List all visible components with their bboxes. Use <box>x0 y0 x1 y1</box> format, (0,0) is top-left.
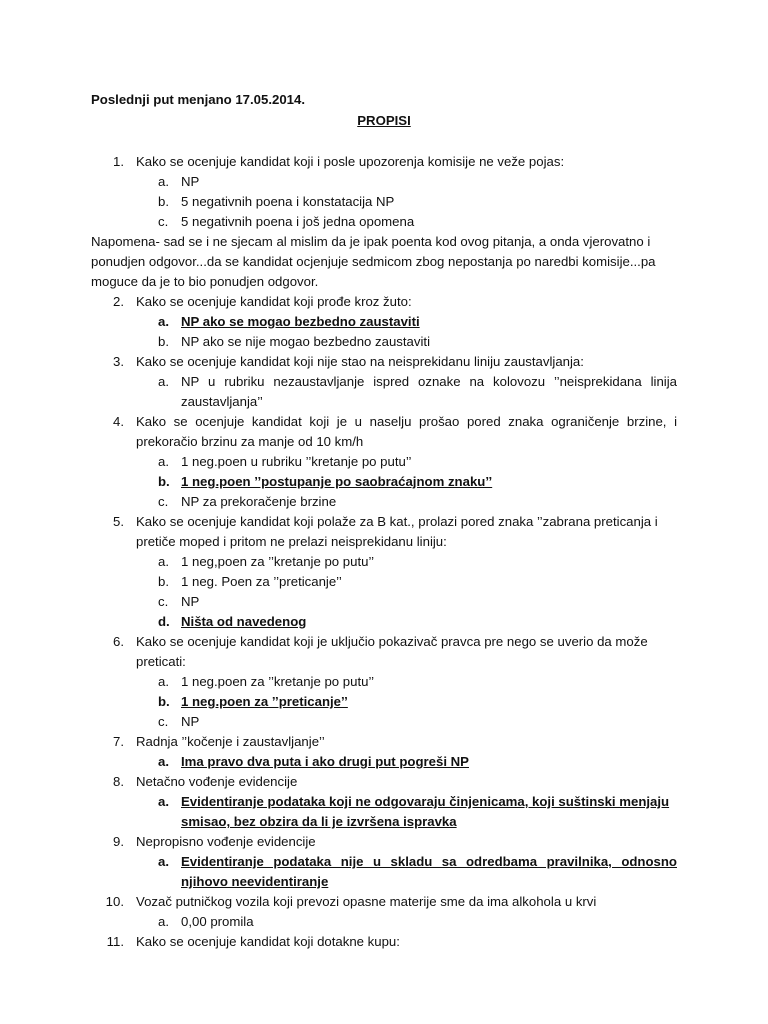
answer-letter: a. <box>158 854 169 869</box>
question-number: 8. <box>113 774 124 789</box>
answer-letter: d. <box>158 614 170 629</box>
question-item <box>91 292 677 312</box>
answer-item <box>91 372 677 412</box>
document-title: PROPISI <box>357 113 411 128</box>
answer-letter: a. <box>158 914 169 929</box>
question-text: Kako se ocenjuje kandidat koji polaže za B kat., prolazi pored znaka ’’zabrana preticanja i pretiče moped i pritom ne prelazi neisprekidanu liniju: <box>136 514 658 549</box>
question-text: Kako se ocenjuje kandidat koji je u naselju prošao pored znaka ograničenje brzine, i prekoračio brzinu za manje od 10 km/h <box>136 414 677 449</box>
question-number: 10. <box>105 894 124 909</box>
last-modified-line: Poslednji put menjano 17.05.2014. <box>91 92 306 107</box>
question-item <box>91 412 677 452</box>
question-item <box>91 892 677 912</box>
answer-text: NP <box>181 174 200 189</box>
question-item <box>91 772 677 792</box>
answer-item <box>91 572 677 592</box>
question-text: Kako se ocenjuje kandidat koji i posle upozorenja komisije ne veže pojas: <box>136 154 565 169</box>
answer-item <box>91 912 677 932</box>
answer-letter: b. <box>158 194 169 209</box>
question-number: 5. <box>113 514 124 529</box>
question-number: 7. <box>113 734 124 749</box>
answer-item <box>91 612 677 632</box>
answer-letter: c. <box>158 494 169 509</box>
question-item <box>91 932 677 952</box>
answer-item <box>91 492 677 512</box>
question-number: 1. <box>113 154 124 169</box>
question-text: Kako se ocenjuje kandidat koji nije stao na neisprekidanu liniju zaustavljanja: <box>136 354 584 369</box>
correct-answer-text: 1 neg.poen za ’’preticanje’’ <box>181 694 348 709</box>
answer-item <box>91 592 677 612</box>
answer-text: 1 neg.poen za ’’kretanje po putu’’ <box>181 674 375 689</box>
question-number: 9. <box>113 834 124 849</box>
correct-answer-text: Evidentiranje podataka koji ne odgovaraju činjenicama, koji suštinski menjaju smisao, bez obzira da li je izvršena ispravka <box>181 794 670 829</box>
answer-letter: b. <box>158 474 170 489</box>
answer-item <box>91 852 677 892</box>
question-item <box>91 352 677 372</box>
answer-item <box>91 712 677 732</box>
answer-item <box>91 332 677 352</box>
answer-letter: a. <box>158 794 169 809</box>
answer-item <box>91 792 677 832</box>
question-text: Radnja ’’kočenje i zaustavljanje’’ <box>136 734 325 749</box>
answer-text: 1 neg.poen u rubriku ’’kretanje po putu’’ <box>181 454 412 469</box>
answer-letter: a. <box>158 374 169 389</box>
answer-text: 0,00 promila <box>181 914 254 929</box>
answer-letter: a. <box>158 454 169 469</box>
answer-text: 1 neg. Poen za ’’preticanje’’ <box>181 574 342 589</box>
question-item <box>91 732 677 752</box>
question-text: Netačno vođenje evidencije <box>136 774 298 789</box>
answer-letter: b. <box>158 334 169 349</box>
question-text: Kako se ocenjuje kandidat koji je uključio pokazivač pravca pre nego se uverio da može preticati: <box>136 634 648 669</box>
correct-answer-text: Ništa od navedenog <box>181 614 307 629</box>
question-number: 11. <box>106 934 124 949</box>
answer-item <box>91 552 677 572</box>
answer-letter: c. <box>158 214 169 229</box>
question-text: Kako se ocenjuje kandidat koji dotakne kupu: <box>136 934 400 949</box>
question-number: 3. <box>113 354 124 369</box>
answer-item <box>91 192 677 212</box>
question-number: 2. <box>113 294 124 309</box>
answer-text: 1 neg,poen za ’’kretanje po putu’’ <box>181 554 375 569</box>
question-item <box>91 832 677 852</box>
answer-item <box>91 472 677 492</box>
answer-item <box>91 452 677 472</box>
question-item <box>91 512 677 552</box>
answer-item <box>91 212 677 232</box>
answer-item <box>91 752 677 772</box>
question-number: 4. <box>113 414 124 429</box>
correct-answer-text: Evidentiranje podataka nije u skladu sa odredbama pravilnika, odnosno njihovo neevidentiranje <box>181 854 677 889</box>
answer-item <box>91 172 677 192</box>
question-item <box>91 632 677 672</box>
correct-answer-text: Ima pravo dva puta i ako drugi put pogreši NP <box>181 754 469 769</box>
question-item <box>91 152 677 172</box>
answer-text: 5 negativnih poena i još jedna opomena <box>181 214 415 229</box>
question-list <box>91 152 677 952</box>
answer-letter: a. <box>158 314 169 329</box>
question-text: Vozač putničkog vozila koji prevozi opasne materije sme da ima alkohola u krvi <box>136 894 597 909</box>
answer-text: 5 negativnih poena i konstatacija NP <box>181 194 395 209</box>
answer-text: NP <box>181 594 200 609</box>
answer-letter: c. <box>158 594 169 609</box>
correct-answer-text: NP ako se mogao bezbedno zaustaviti <box>181 314 420 329</box>
answer-letter: a. <box>158 674 169 689</box>
answer-letter: a. <box>158 754 169 769</box>
answer-letter: a. <box>158 554 169 569</box>
question-text: Kako se ocenjuje kandidat koji prođe kroz žuto: <box>136 294 412 309</box>
answer-text: NP <box>181 714 200 729</box>
answer-text: NP za prekoračenje brzine <box>181 494 337 509</box>
answer-item <box>91 672 677 692</box>
answer-item <box>91 312 677 332</box>
answer-text: NP ako se nije mogao bezbedno zaustaviti <box>181 334 431 349</box>
answer-letter: a. <box>158 174 169 189</box>
question-text: Nepropisno vođenje evidencije <box>136 834 316 849</box>
answer-item <box>91 692 677 712</box>
question-number: 6. <box>113 634 124 649</box>
note-paragraph: Napomena- sad se i ne sjecam al mislim da je ipak poenta kod ovog pitanja, a onda vjerovatno i ponudjen odgovor...da se kandidat ocjenjuje sedmicom zbog nepostanja po naredbi komisije...pa moguce da je to bio ponudjen odgovor. <box>91 234 656 289</box>
answer-text: NP u rubriku nezaustavljanje ispred oznake na kolovozu ’’neisprekidana linija zaustavljanja’’ <box>181 374 677 409</box>
answer-letter: b. <box>158 574 169 589</box>
answer-letter: b. <box>158 694 170 709</box>
answer-letter: c. <box>158 714 169 729</box>
correct-answer-text: 1 neg.poen ’’postupanje po saobraćajnom znaku’’ <box>181 474 493 489</box>
